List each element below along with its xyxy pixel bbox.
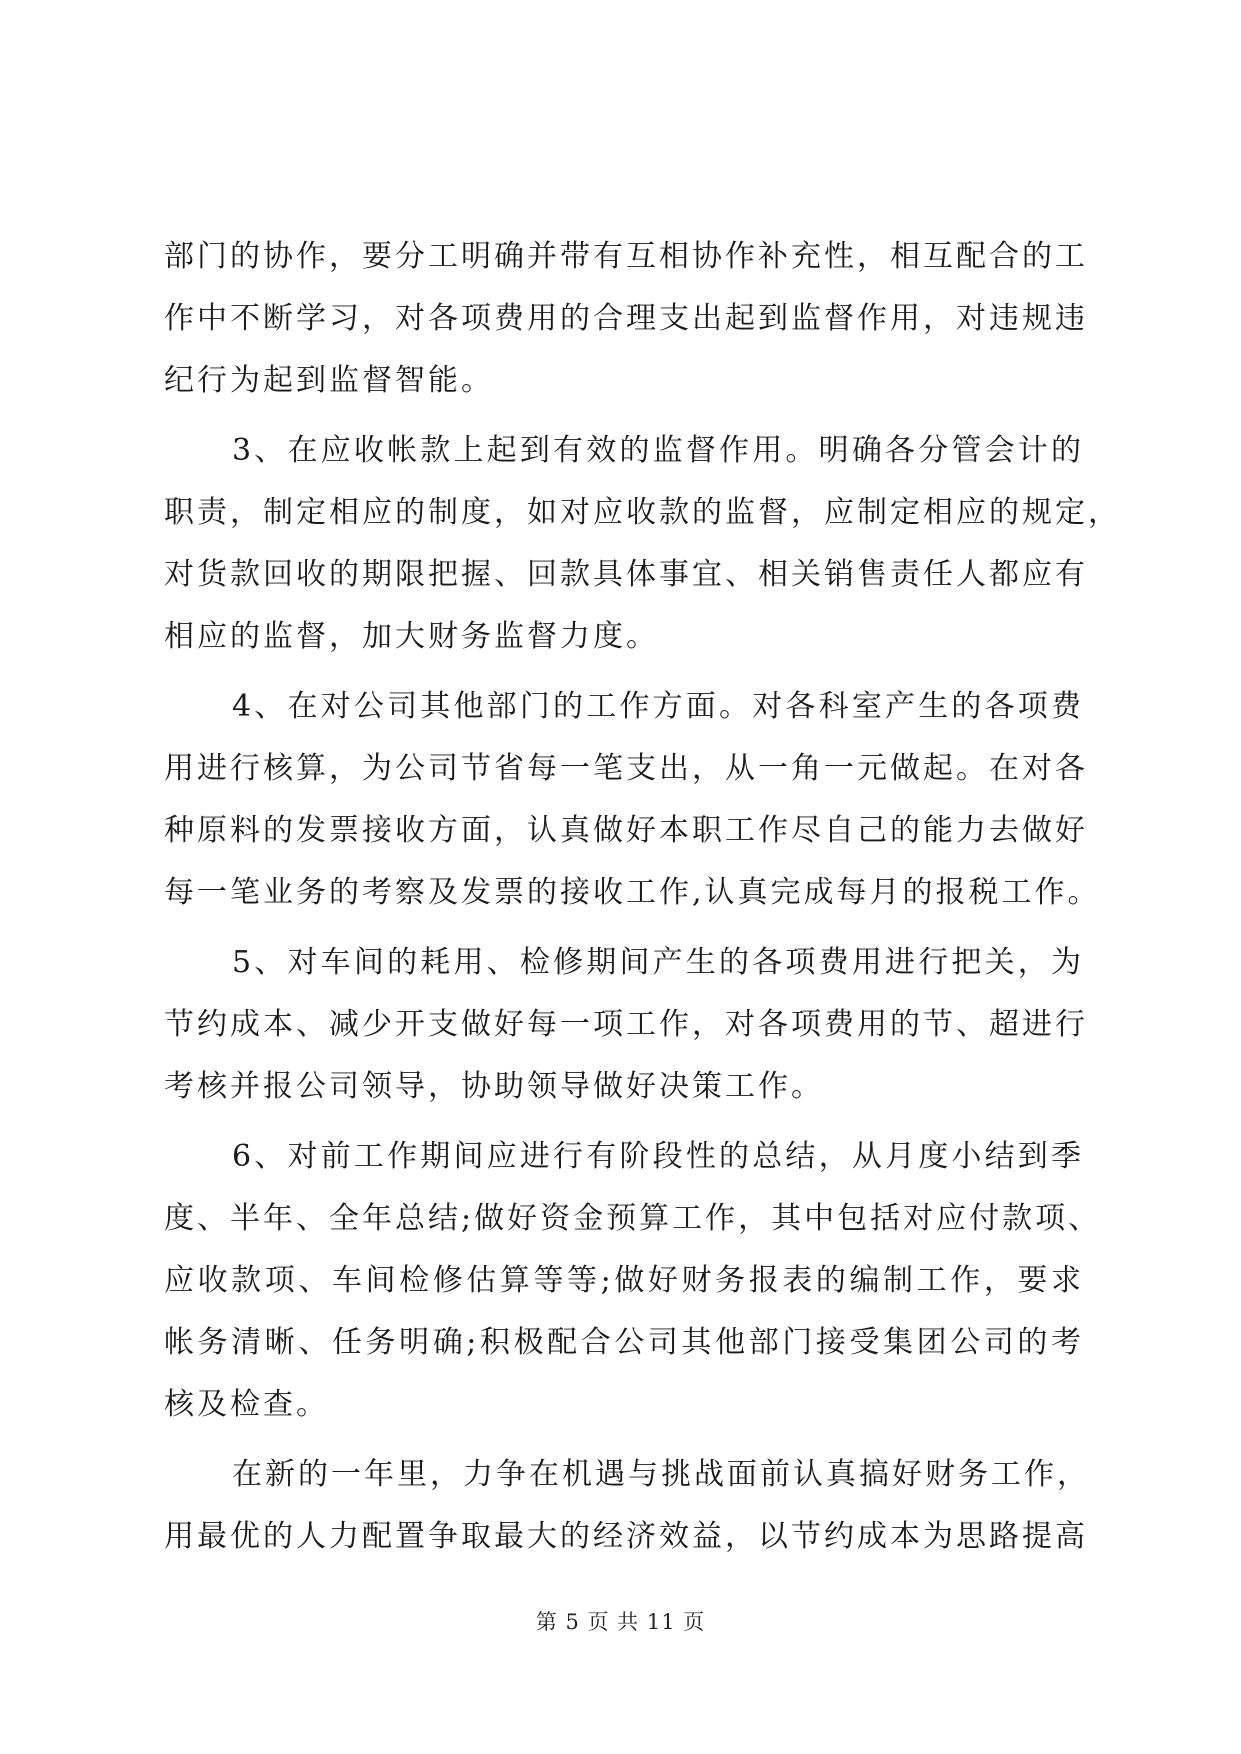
text-line: 每一笔业务的考察及发票的接收工作,认真完成每月的报税工作。: [164, 875, 1101, 910]
paragraph-new-year: [164, 1444, 1090, 1568]
text-line: 3、在应收帐款上起到有效的监督作用。明确各分管会计的: [232, 433, 1084, 468]
document-body: [164, 226, 1121, 1568]
paragraph-item-6: [164, 1126, 1102, 1436]
text-line: 4、在对公司其他部门的工作方面。对各科室产生的各项费: [232, 689, 1084, 724]
paragraph-item-4: [164, 676, 1101, 924]
text-line: 对货款回收的期限把握、回款具体事宜、相关销售责任人都应有: [164, 557, 1088, 592]
text-line: 相应的监督，加大财务监督力度。: [164, 619, 659, 654]
text-line: 节约成本、减少开支做好每一项工作，对各项费用的节、超进行: [164, 1007, 1088, 1042]
text-line: 应收款项、车间检修估算等等;做好财务报表的编制工作，要求: [164, 1263, 1084, 1298]
text-line: 5、对车间的耗用、检修期间产生的各项费用进行把关，为: [232, 945, 1084, 980]
paragraph-item-5: [164, 932, 1088, 1118]
text-line: 纪行为起到监督智能。: [164, 363, 494, 398]
page-number-footer: 第 5 页 共 11 页: [535, 1610, 706, 1634]
text-line: 在新的一年里，力争在机遇与挑战面前认真搞好财务工作，: [232, 1457, 1090, 1492]
text-line: 职责，制定相应的制度，如对应收款的监督，应制定相应的规定，: [164, 495, 1121, 530]
text-line: 用进行核算，为公司节省每一笔支出，从一角一元做起。在对各: [164, 751, 1088, 786]
text-line: 帐务清晰、任务明确;积极配合公司其他部门接受集团公司的考: [164, 1325, 1084, 1360]
paragraph-item-3: [164, 420, 1121, 668]
text-line: 6、对前工作期间应进行有阶段性的总结，从月度小结到季: [232, 1139, 1084, 1174]
text-line: 考核并报公司领导，协助领导做好决策工作。: [164, 1069, 824, 1104]
text-line: 部门的协作，要分工明确并带有互相协作补充性，相互配合的工: [164, 239, 1088, 274]
text-line: 度、半年、全年总结;做好资金预算工作，其中包括对应付款项、: [164, 1201, 1102, 1236]
text-line: 作中不断学习，对各项费用的合理支出起到监督作用，对违规违: [164, 301, 1088, 336]
text-line: 用最优的人力配置争取最大的经济效益，以节约成本为思路提高: [164, 1519, 1088, 1554]
paragraph-continuation: [164, 226, 1088, 412]
text-line: 种原料的发票接收方面，认真做好本职工作尽自己的能力去做好: [164, 813, 1088, 848]
text-line: 核及检查。: [164, 1387, 329, 1422]
